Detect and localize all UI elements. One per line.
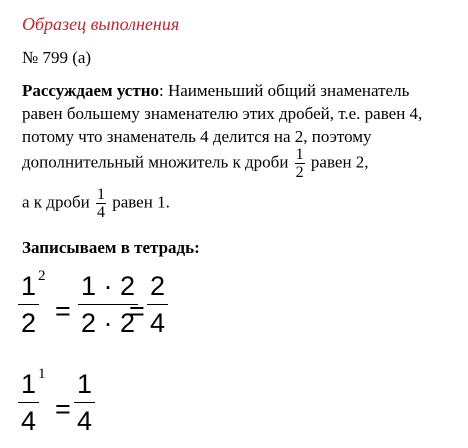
eq2-a-numerator: 1 (18, 369, 39, 403)
oral-line-4-post: равен 2, (310, 152, 369, 172)
eq1-fraction-c (147, 271, 168, 338)
fraction-one-half (295, 146, 305, 181)
eq2-additional-multiplier: 1 (38, 366, 46, 382)
fraction-numerator: 1 (295, 146, 304, 163)
oral-line-2: равен большему знаменателю этих дробей, т.е. равен 4, (22, 104, 423, 123)
eq1-c-numerator: 2 (147, 271, 168, 305)
equation-1 (18, 271, 39, 338)
fraction-one-quarter (96, 186, 106, 221)
fraction-numerator: 1 (96, 186, 105, 203)
equation-2 (18, 369, 39, 436)
fraction-denominator: 4 (96, 204, 105, 221)
eq1-b-numerator: 1 · 2 (78, 271, 138, 305)
notebook-label: Записываем в тетрадь: (22, 238, 200, 257)
eq1-fraction-a (18, 271, 39, 338)
page-header: Образец выполнения (22, 14, 180, 34)
oral-line-5 (22, 186, 170, 221)
exercise-number: № 799 (а) (22, 48, 92, 67)
eq1-a-numerator: 1 (18, 271, 39, 305)
oral-line-1-text: : Наименьший общий знаменатель (159, 81, 410, 100)
eq1-additional-multiplier: 2 (38, 268, 46, 284)
eq1-b-denominator: 2 · 2 (81, 308, 136, 338)
oral-label: Рассуждаем устно (22, 81, 159, 100)
eq2-fraction-a (18, 369, 39, 436)
fraction-denominator: 2 (295, 164, 304, 181)
eq2-fraction-c-wrap (74, 369, 95, 436)
eq2-equals-1: = (55, 394, 71, 424)
eq1-fraction-c-wrap (147, 271, 168, 338)
eq1-equals-2: = (129, 296, 145, 326)
oral-line-3: потому что знаменатель 4 делится на 2, поэтому (22, 127, 372, 146)
eq1-a-denominator: 2 (21, 308, 37, 338)
eq1-c-denominator: 4 (150, 308, 166, 338)
eq1-equals-1: = (55, 296, 71, 326)
eq2-fraction-c (74, 369, 95, 436)
oral-line-5-post: равен 1. (112, 192, 170, 212)
eq2-a-denominator: 4 (21, 406, 37, 436)
oral-line-1 (22, 81, 409, 101)
eq2-c-denominator: 4 (77, 406, 93, 436)
oral-line-4-pre: дополнительный множитель к дроби (22, 152, 289, 172)
eq2-c-numerator: 1 (74, 369, 95, 403)
oral-line-5-pre: а к дроби (22, 192, 90, 212)
oral-line-4 (22, 146, 369, 181)
